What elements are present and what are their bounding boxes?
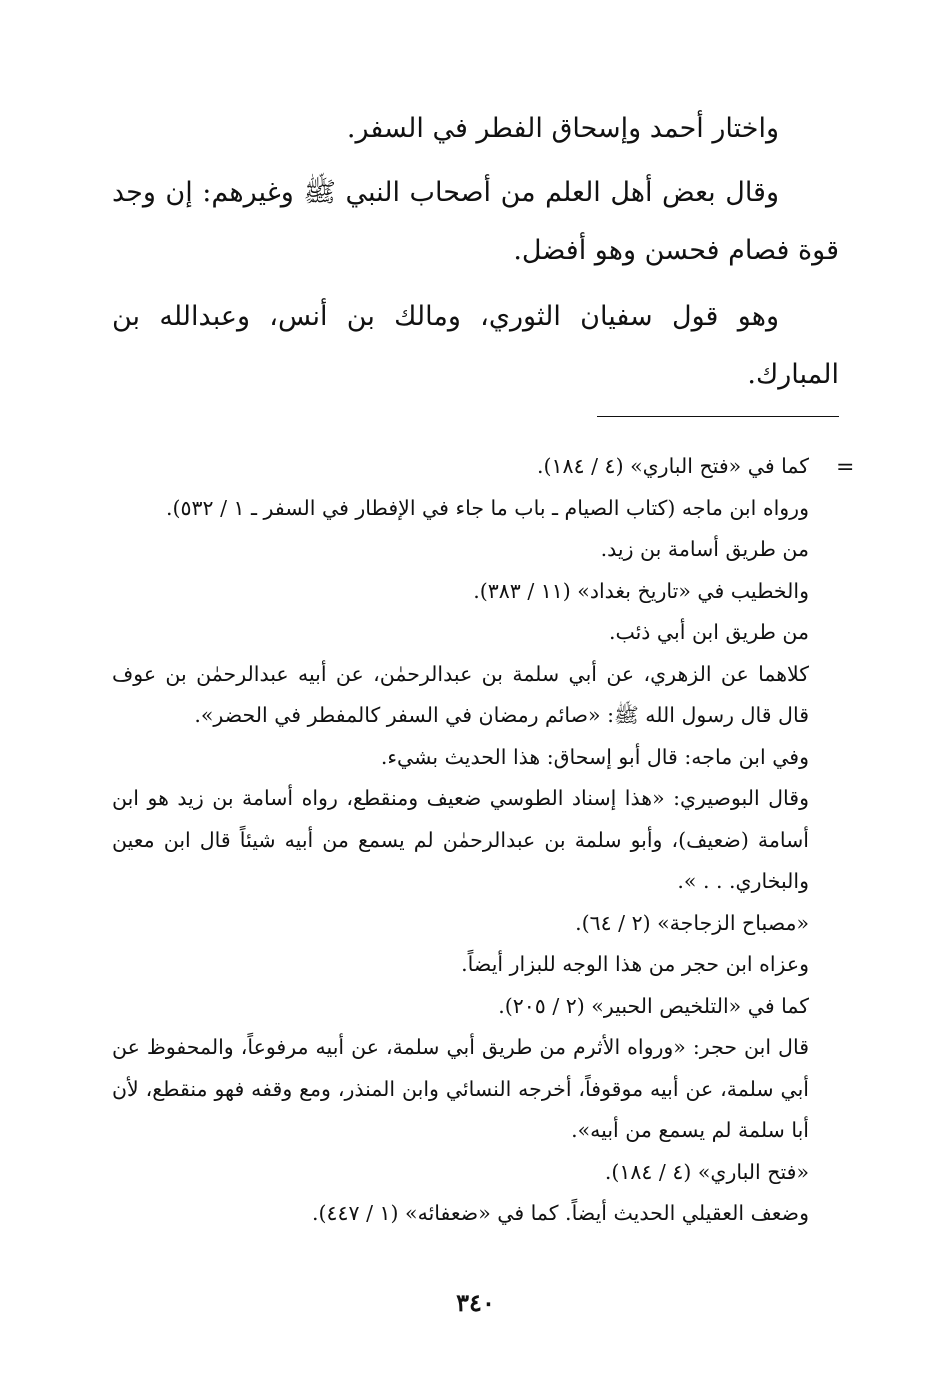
footnote-line: وضعف العقيلي الحديث أيضاً. كما في «ضعفائه» (١ / ٤٤٧). [312,1201,809,1225]
main-paragraph: وقال بعض أهل العلم من أصحاب النبي ﷺ وغيرهم: إن وجد قوة فصام فحسن وهو أفضل. [112,177,839,266]
footnote-line: وقال البوصيري: «هذا إسناد الطوسي ضعيف ومنقطع، رواه أسامة بن زيد هو ابن أسامة (ضعيف)، وأبو سلمة بن عبدالرحمٰن لم يسمع من أبيه شيئاً قال ابن معين والبخاري. . . ». [112,786,809,893]
footnote-line: قال ابن حجر: «ورواه الأثرم من طريق أبي سلمة، عن أبيه مرفوعاً، والمحفوظ عن أبي سلمة، عن أبيه موقوفاً، أخرجه النسائي وابن المنذر، ومع وقفه فهو منقطع، لأن أبا سلمة لم يسمع من أبيه». [112,1035,809,1142]
footnote-line: كلاهما عن الزهري، عن أبي سلمة بن عبدالرحمٰن، عن أبيه عبدالرحمٰن بن عوف قال قال رسول الله ﷺ: «صائم رمضان في السفر كالمفطر في الحضر». [112,661,809,727]
footnote-line: كما في «فتح الباري» (٤ / ١٨٤). [537,454,809,478]
footnote-line: والخطيب في «تاريخ بغداد» (١١ / ٣٨٣). [473,578,809,603]
footnote-line: وفي ابن ماجه: قال أبو إسحاق: هذا الحديث بشيء. [380,744,809,769]
footnotes-section [112,446,809,1235]
footnote-line: «فتح الباري» (٤ / ١٨٤). [604,1159,809,1184]
footnote-line: «مصباح الزجاجة» (٢ / ٦٤). [575,910,809,935]
footnote-line: من طريق ابن أبي ذئب. [608,620,809,644]
footnote-continuation-mark: = [836,455,855,480]
footnote-line: من طريق أسامة بن زيد. [600,537,809,561]
footnote-line: كما في «التلخيص الحبير» (٢ / ٢٠٥). [498,993,809,1018]
footnote-line: وعزاه ابن حجر من هذا الوجه للبزار أيضاً. [461,952,809,976]
footnote-separator-rule [597,416,839,417]
main-text-body [112,100,839,410]
footnote-line: ورواه ابن ماجه (كتاب الصيام ـ باب ما جاء في الإفطار في السفر ـ ١ / ٥٣٢). [165,495,809,520]
main-paragraph: وهو قول سفيان الثوري، ومالك بن أنس، وعبدالله بن المبارك. [112,301,839,390]
page-number: ٣٤٠ [456,1288,495,1317]
main-paragraph: واختار أحمد وإسحاق الفطر في السفر. [346,113,779,144]
